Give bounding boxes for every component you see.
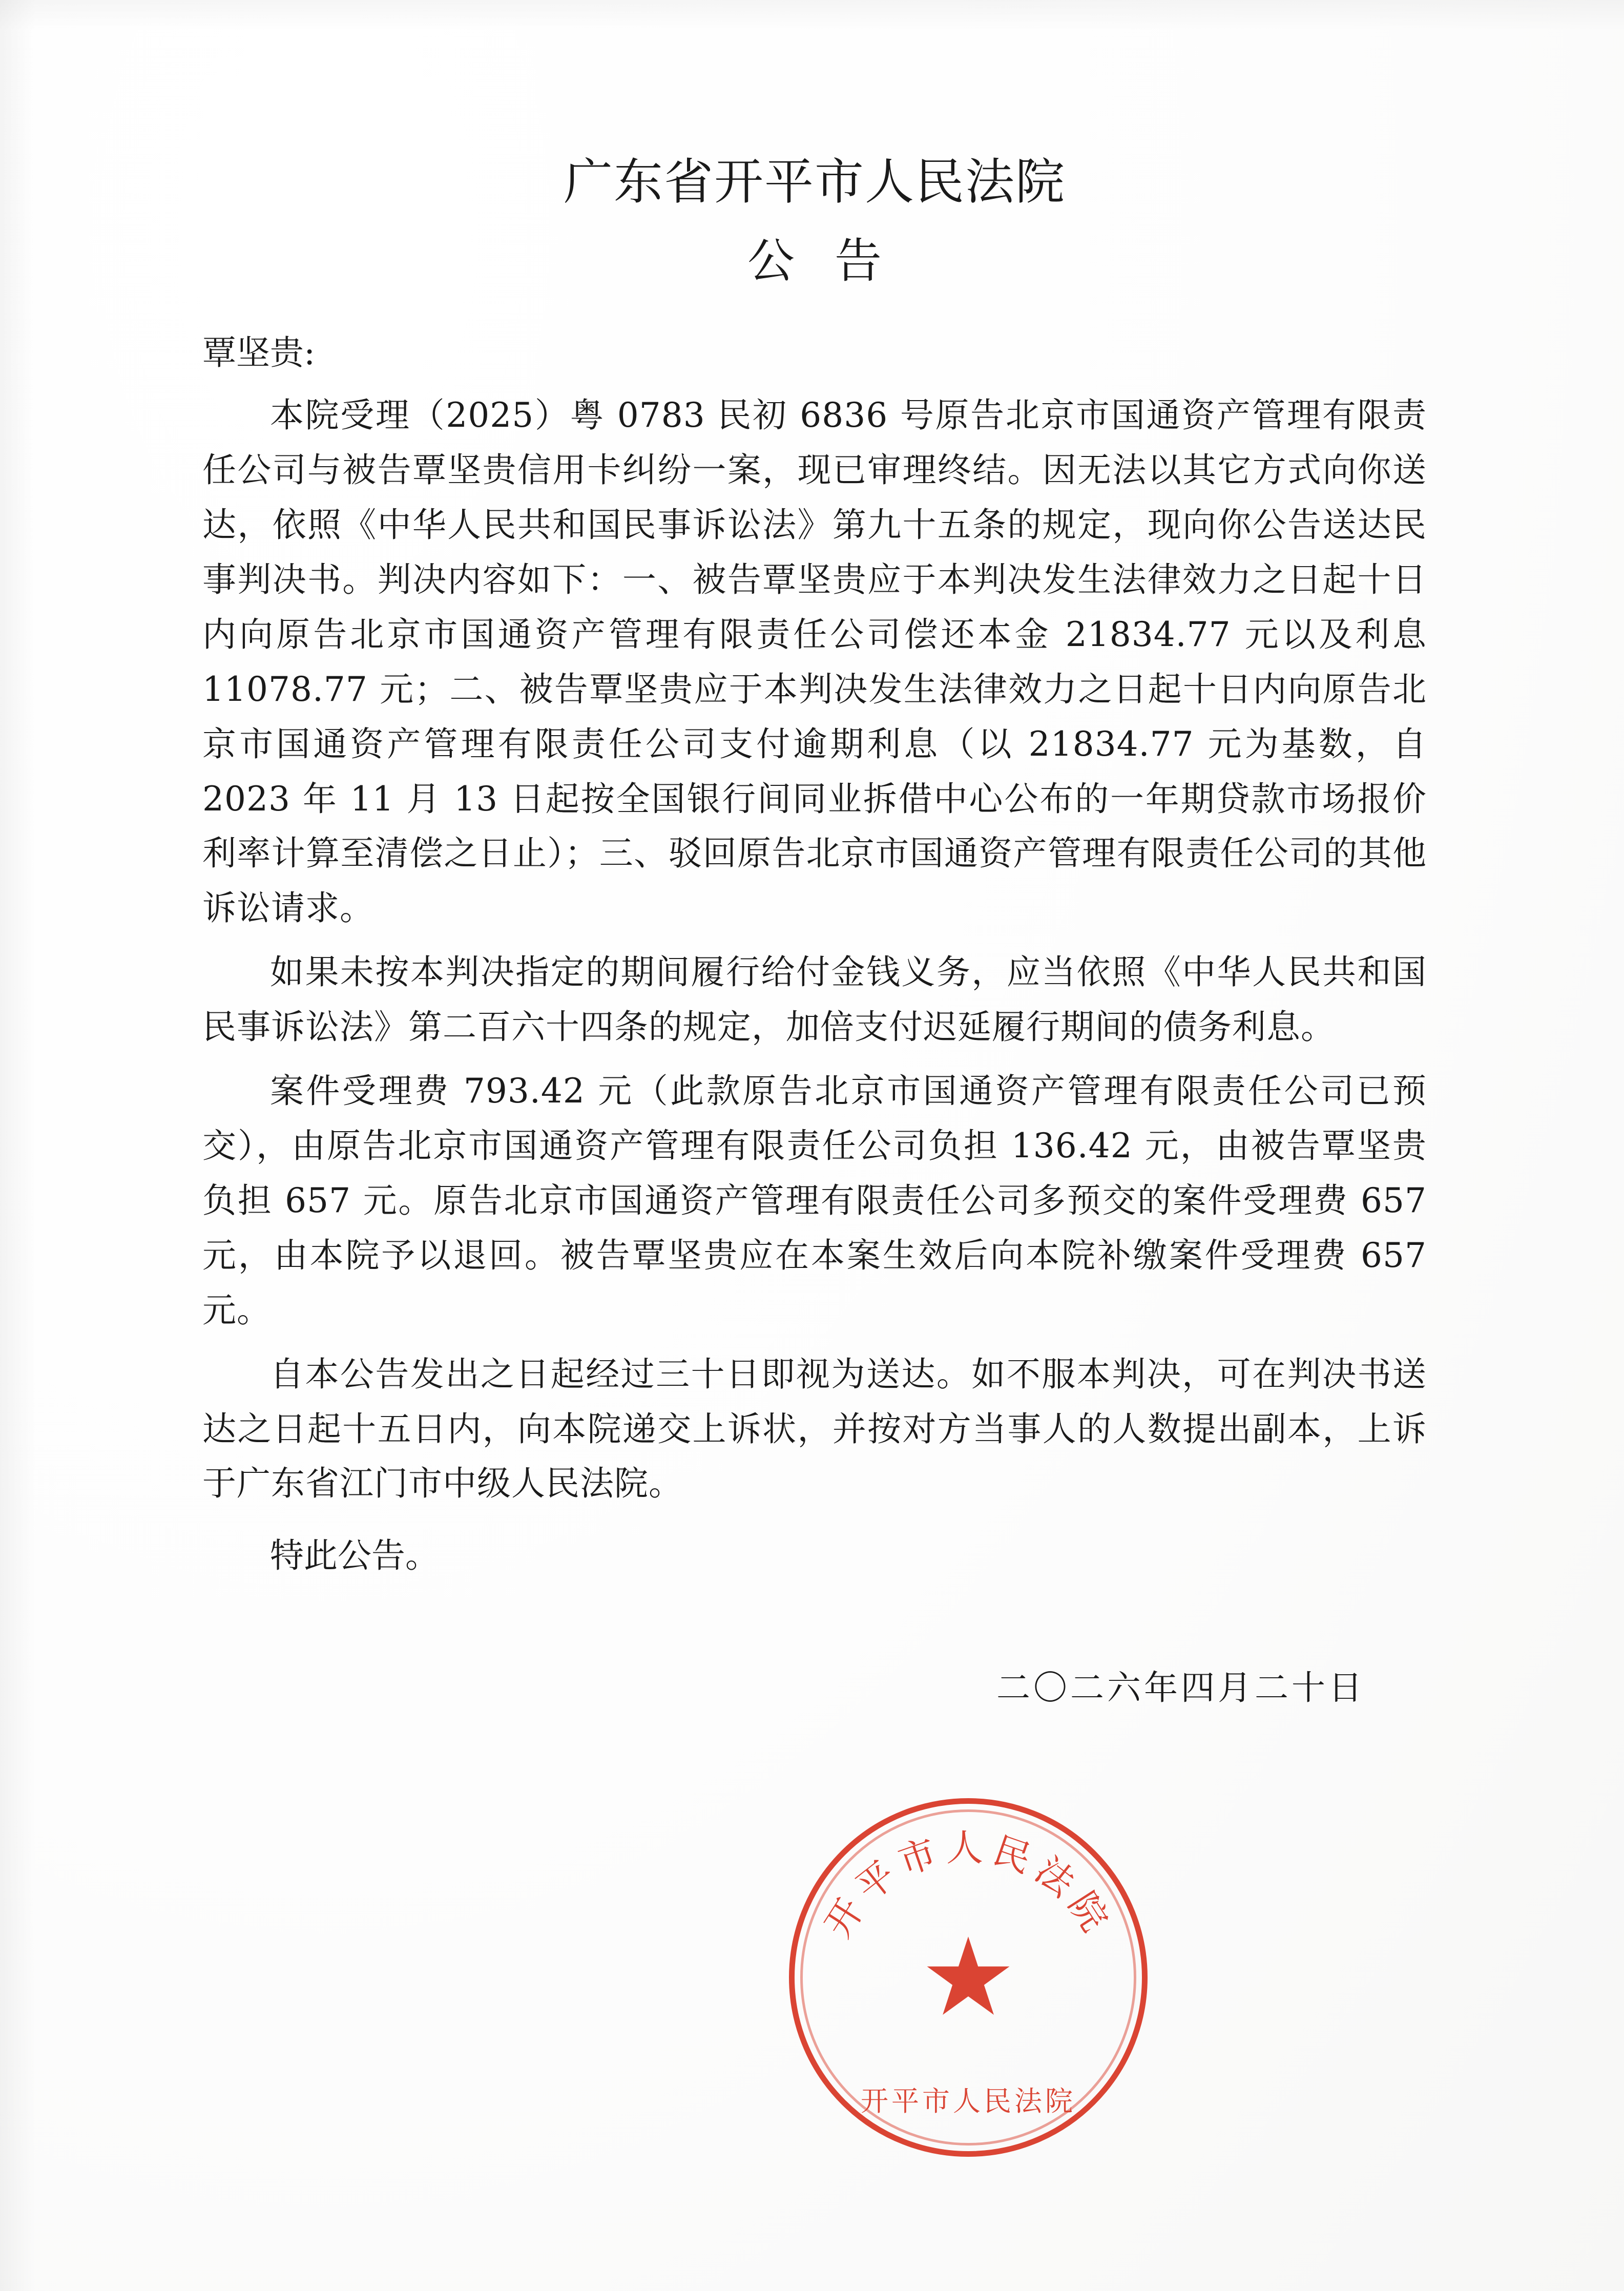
document-kind-heading: 公告 bbox=[747, 234, 922, 289]
recipient-line: 覃坚贵: bbox=[202, 333, 316, 373]
document-body bbox=[202, 154, 1427, 1709]
seal-outer-ring bbox=[789, 1798, 1148, 2157]
svg-text:开平市人民法院 bbox=[816, 1826, 1120, 1945]
paragraph-case-fees: 案件受理费 793.42 元（此款原告北京市国通资产管理有限责任公司已预交），由原告北京市国通资产管理有限责任公司负担 136.42 元，由被告覃坚贵负担 657 元。原告北京市国通资产管理有限责任公司多预交的案件受理费 657 元，由本院予以退回。被告覃坚贵应在本案生效后向本院补缴案件受理费 657 元。 bbox=[202, 1071, 1427, 1330]
seal-bottom-text: 开平市人民法院 bbox=[861, 2085, 1076, 2117]
official-seal-stamp bbox=[789, 1798, 1148, 2157]
seal-inner-ring bbox=[800, 1809, 1136, 2146]
signature-date: 二〇二六年四月二十日 bbox=[996, 1668, 1365, 1708]
court-title: 广东省开平市人民法院 bbox=[564, 153, 1066, 211]
signature-block bbox=[202, 1660, 1427, 1709]
paragraph-service-and-appeal: 自本公告发出之日起经过三十日即视为送达。如不服本判决，可在判决书送达之日起十五日内，向本院递交上诉状，并按对方当事人的人数提出副本，上诉于广东省江门市中级人民法院。 bbox=[202, 1354, 1427, 1504]
paragraph-case-summary: 本院受理（2025）粤 0783 民初 6836 号原告北京市国通资产管理有限责任公司与被告覃坚贵信用卡纠纷一案，现已审理终结。因无法以其它方式向你送达，依照《中华人民共和国民事诉讼法》第九十五条的规定，现向你公告送达民事判决书。判决内容如下：一、被告覃坚贵应于本判决发生法律效力之日起十日内向原告北京市国通资产管理有限责任公司偿还本金 21834.77 元以及利息 11078.77 元；二、被告覃坚贵应于本判决发生法律效力之日起十日内向原告北京市国通资产管理有限责任公司支付逾期利息（以 21834.77 元为基数，自 2023 年 11 月 13 日起按全国银行间同业拆借中心公布的一年期贷款市场报价利率计算至清偿之日止）；三、驳回原告北京市国通资产管理有限责任公司的其他诉讼请求。 bbox=[202, 395, 1427, 928]
closing-line: 特此公告。 bbox=[270, 1536, 439, 1576]
paragraph-delayed-performance: 如果未按本判决指定的期间履行给付金钱义务，应当依照《中华人民共和国民事诉讼法》第二百六十四条的规定，加倍支付迟延履行期间的债务利息。 bbox=[202, 952, 1427, 1047]
seal-top-text: 开平市人民法院 bbox=[816, 1826, 1120, 1945]
seal-star-icon: ★ bbox=[920, 1914, 1017, 2040]
seal-arc-text bbox=[789, 1798, 1148, 2157]
